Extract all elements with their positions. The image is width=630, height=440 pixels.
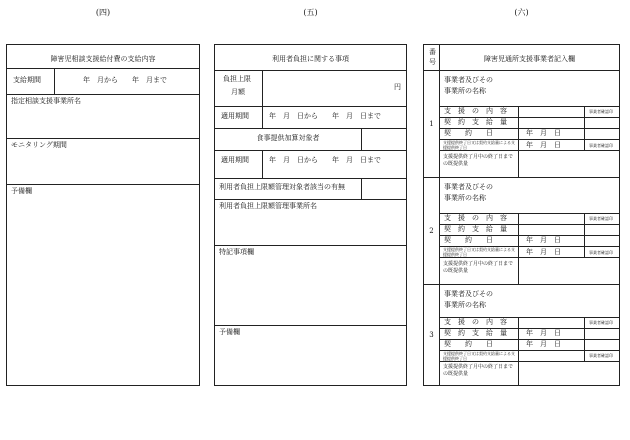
col5-meal-label: 食事提供加算対象者 xyxy=(256,134,320,142)
col5-special-label: 特記事項欄 xyxy=(219,248,254,256)
col4-period-label: 支給期間 xyxy=(13,76,41,84)
col6-stamp-1: 事業者確認印 xyxy=(589,320,613,325)
col6-date-label: 契 約 日 xyxy=(444,129,493,137)
col4-designated-label: 指定相談支援事業所名 xyxy=(11,97,81,105)
col5-yen: 円 xyxy=(394,83,401,91)
col6-date-label: 契 約 日 xyxy=(444,340,493,348)
col4-period-value[interactable]: 年 月から 年 月まで xyxy=(83,76,167,84)
col6-end-value[interactable]: 年 月 日 xyxy=(526,141,561,149)
col5-header: (五) xyxy=(303,8,318,17)
col6-small-label: 支援提供終了日又は契約支給量による支援提供終了日 xyxy=(443,247,515,257)
col6-small-label: 支援提供終了日又は契約支給量による支援提供終了日 xyxy=(443,351,515,361)
col6-date-value[interactable]: 年 月 日 xyxy=(526,236,561,244)
col4-monitoring-label: モニタリング期間 xyxy=(11,141,67,149)
col4-table xyxy=(6,44,200,386)
col6-date-value[interactable]: 年 月 日 xyxy=(526,329,561,337)
col5-table xyxy=(214,44,407,386)
col4-header: (四) xyxy=(95,8,111,17)
col6-operator-label-2: 事業所の名称 xyxy=(444,87,486,95)
col6-header: (六) xyxy=(514,8,529,17)
col6-date-label: 契 約 日 xyxy=(444,236,493,244)
col6-operator-label-2: 事業所の名称 xyxy=(444,301,486,309)
col6-end-value[interactable]: 年 月 日 xyxy=(526,340,561,348)
col6-remain-label: 支援提供終了月中の終了日までの既提供量 xyxy=(443,364,514,377)
col5-apply2-label: 適用期間 xyxy=(221,156,249,164)
col4-reserve-label: 予備欄 xyxy=(11,187,32,195)
col6-small-label: 支援提供終了日又は契約支給量による支援提供終了日 xyxy=(443,140,515,150)
col6-service-label: 支 援 の 内 容 xyxy=(444,107,507,115)
col6-remain-label: 支援提供終了月中の終了日までの既提供量 xyxy=(443,261,514,274)
col6-entry-num: 2 xyxy=(429,227,434,235)
col6-entry-num: 3 xyxy=(429,331,434,339)
col5-limit-label-2: 月額 xyxy=(231,88,245,96)
col5-apply-label: 適用期間 xyxy=(221,112,249,120)
col5-limit-label-1: 負担上限 xyxy=(223,75,251,83)
col5-mgmt-office-label: 利用者負担上限額管理事業所名 xyxy=(219,202,317,210)
col6-amount-label: 契 約 支 給 量 xyxy=(444,118,507,126)
col6-end-value[interactable]: 年 月 日 xyxy=(526,248,561,256)
col6-stamp-2: 事業者確認印 xyxy=(589,250,613,255)
col6-date-value[interactable]: 年 月 日 xyxy=(526,129,561,137)
col5-title: 利用者負担に関する事項 xyxy=(272,55,349,63)
col6-operator-label-2: 事業所の名称 xyxy=(444,194,486,202)
col5-mgmt-target-label: 利用者負担上限額管理対象者該当の有無 xyxy=(219,183,345,191)
col6-amount-label: 契 約 支 給 量 xyxy=(444,225,507,233)
col6-stamp-2: 事業者確認印 xyxy=(589,143,613,148)
col6-remain-label: 支援提供終了月中の終了日までの既提供量 xyxy=(443,154,514,167)
col6-stamp-1: 事業者確認印 xyxy=(589,216,613,221)
col6-entry-num: 1 xyxy=(429,120,434,128)
col6-title: 障害児通所支援事業者記入欄 xyxy=(484,55,575,63)
col6-operator-label-1: 事業者及びその xyxy=(444,290,493,298)
col6-stamp-1: 事業者確認印 xyxy=(589,109,613,114)
col6-operator-label-1: 事業者及びその xyxy=(444,76,493,84)
col4-title: 障害児相談支援給付費の支給内容 xyxy=(50,55,156,63)
col5-apply-value[interactable]: 年 月 日から 年 月 日まで xyxy=(269,112,381,120)
col5-reserve-label: 予備欄 xyxy=(219,328,240,336)
col6-num-header: 番号 xyxy=(429,48,436,66)
col6-amount-label: 契 約 支 給 量 xyxy=(444,329,507,337)
col6-stamp-2: 事業者確認印 xyxy=(589,353,613,358)
col6-table xyxy=(423,44,620,386)
col6-service-label: 支 援 の 内 容 xyxy=(444,318,507,326)
col6-operator-label-1: 事業者及びその xyxy=(444,183,493,191)
col5-apply2-value[interactable]: 年 月 日から 年 月 日まで xyxy=(269,156,381,164)
col6-service-label: 支 援 の 内 容 xyxy=(444,214,507,222)
